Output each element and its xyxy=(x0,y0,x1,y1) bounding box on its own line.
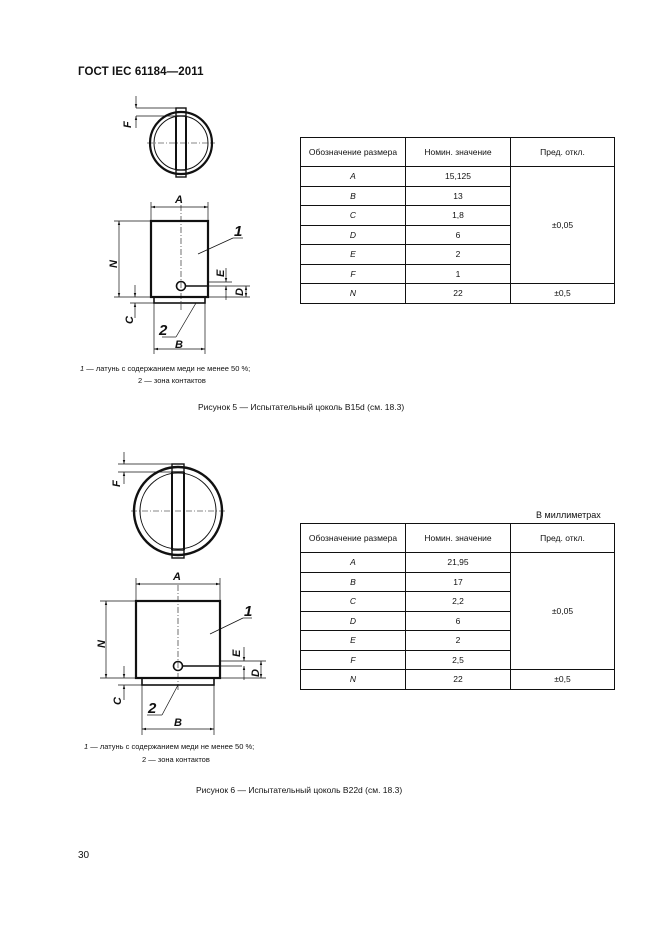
nominal-cell: 1,8 xyxy=(406,206,511,226)
fig6-label-E: E xyxy=(231,649,243,657)
nominal-cell: 17 xyxy=(406,572,511,592)
designation-cell: A xyxy=(301,553,406,573)
fig6-note-2: 2 — зона контактов xyxy=(142,755,210,764)
nominal-cell: 2,5 xyxy=(406,650,511,670)
fig6-label-2: 2 xyxy=(148,700,157,717)
designation-cell: D xyxy=(301,611,406,631)
nominal-cell: 6 xyxy=(406,225,511,245)
fig6-caption: Рисунок 6 — Испытательный цоколь B22d (см. 18.3) xyxy=(196,785,403,795)
nominal-cell: 2 xyxy=(406,245,511,265)
fig5-label-B: B xyxy=(175,339,183,351)
designation-cell: C xyxy=(301,206,406,226)
table-row xyxy=(301,553,615,573)
fig5-label-2: 2 xyxy=(159,322,168,339)
table-header: Обозначение размера xyxy=(301,138,406,167)
fig6-unit-label: В миллиметрах xyxy=(536,510,601,520)
nominal-cell: 2 xyxy=(406,631,511,651)
table-header: Пред. откл. xyxy=(511,524,615,553)
designation-cell: A xyxy=(301,167,406,187)
table-header: Пред. откл. xyxy=(511,138,615,167)
fig6-label-F: F xyxy=(111,480,123,487)
fig5-label-1: 1 xyxy=(234,223,243,240)
fig6-label-D: D xyxy=(250,669,262,677)
nominal-cell: 2,2 xyxy=(406,592,511,612)
fig5-caption: Рисунок 5 — Испытательный цоколь B15d (см. 18.3) xyxy=(198,402,405,412)
designation-cell: E xyxy=(301,245,406,265)
note-text: — латунь с содержанием меди не менее 50 %; xyxy=(84,364,251,373)
nominal-cell: 22 xyxy=(406,670,511,690)
designation-cell: B xyxy=(301,186,406,206)
designation-cell: F xyxy=(301,264,406,284)
fig6-label-1: 1 xyxy=(244,603,253,620)
nominal-cell: 13 xyxy=(406,186,511,206)
fig5-label-C: C xyxy=(124,316,136,324)
table-header: Номин. значение xyxy=(406,138,511,167)
tolerance-cell: ±0,5 xyxy=(511,284,615,304)
fig6-label-B: B xyxy=(174,717,182,729)
designation-cell: E xyxy=(301,631,406,651)
fig5-label-E: E xyxy=(215,269,227,277)
designation-cell: B xyxy=(301,572,406,592)
designation-cell: D xyxy=(301,225,406,245)
fig6-note-1 xyxy=(84,742,254,751)
tolerance-cell: ±0,05 xyxy=(511,553,615,670)
note-number: 1 xyxy=(84,742,89,751)
designation-cell: F xyxy=(301,650,406,670)
nominal-cell: 15,125 xyxy=(406,167,511,187)
fig5-label-A: A xyxy=(175,194,183,206)
fig6-label-A: A xyxy=(173,571,181,583)
fig5-label-D: D xyxy=(234,288,246,296)
note-text: — латунь с содержанием меди не менее 50 %; xyxy=(88,742,255,751)
page-number: 30 xyxy=(78,850,90,861)
nominal-cell: 1 xyxy=(406,264,511,284)
table-header: Номин. значение xyxy=(406,524,511,553)
table-row xyxy=(301,670,615,690)
tolerance-cell: ±0,5 xyxy=(511,670,615,690)
fig5-note-2: 2 — зона контактов xyxy=(138,376,206,385)
nominal-cell: 21,95 xyxy=(406,553,511,573)
tolerance-cell: ±0,05 xyxy=(511,167,615,284)
nominal-cell: 6 xyxy=(406,611,511,631)
fig5-label-N: N xyxy=(108,260,120,268)
nominal-cell: 22 xyxy=(406,284,511,304)
document-header: ГОСТ IEC 61184—2011 xyxy=(78,66,204,78)
designation-cell: N xyxy=(301,670,406,690)
fig6-label-C: C xyxy=(112,697,124,705)
designation-cell: N xyxy=(301,284,406,304)
table-header: Обозначение размера xyxy=(301,524,406,553)
fig5-label-F: F xyxy=(122,121,134,128)
designation-cell: C xyxy=(301,592,406,612)
note-number: 1 xyxy=(80,364,85,373)
fig6-dimensions-table xyxy=(300,523,615,690)
fig6-label-N: N xyxy=(96,640,108,648)
